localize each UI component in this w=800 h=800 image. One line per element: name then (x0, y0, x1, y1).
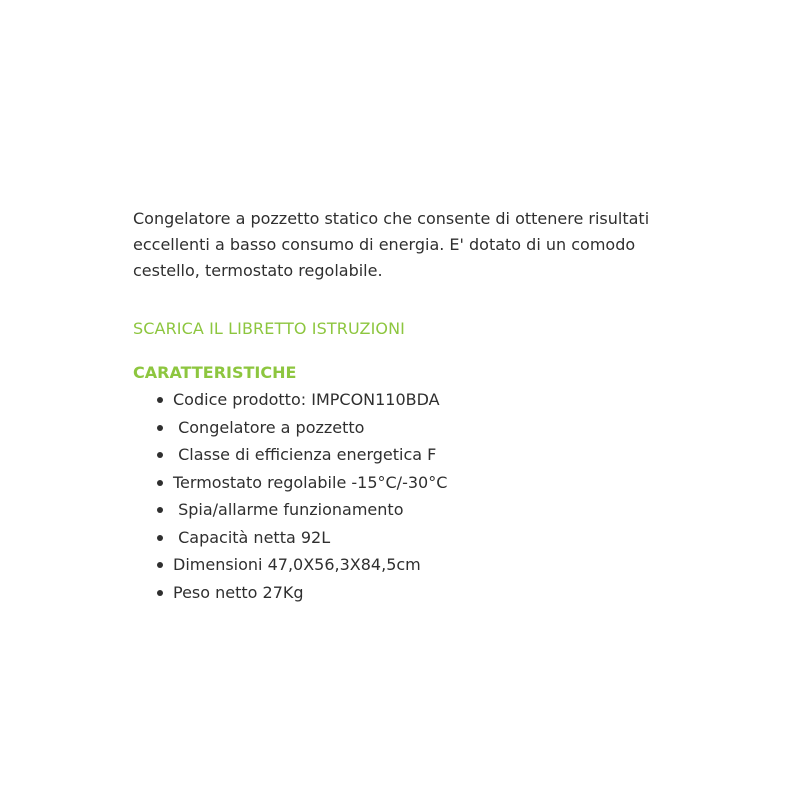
bullet-icon (157, 590, 163, 596)
list-item (157, 441, 693, 469)
feature-text: Classe di efficienza energetica F (173, 445, 437, 464)
feature-text: Termostato regolabile -15°C/-30°C (173, 472, 448, 492)
feature-text: Capacità netta 92L (173, 527, 331, 547)
bullet-icon (157, 535, 163, 541)
feature-text: Dimensioni 47,0X56,3X84,5cm (173, 555, 421, 574)
feature-text: Peso netto 27Kg (173, 582, 304, 602)
product-description: Congelatore a pozzetto statico che consente di ottenere risultati eccellenti a basso consumo di energia. E' dotato di un comodo cestello, termostato regolabile. (133, 209, 650, 280)
list-item (157, 414, 693, 442)
list-item (157, 551, 693, 579)
bullet-icon (157, 562, 163, 568)
bullet-icon (157, 397, 163, 403)
list-item (157, 469, 693, 497)
feature-text: Spia/allarme funzionamento (173, 500, 404, 519)
content-block (133, 206, 693, 606)
bullet-icon (157, 507, 163, 513)
list-item (157, 524, 693, 552)
bullet-icon (157, 425, 163, 431)
list-item (157, 579, 693, 607)
list-item (157, 496, 693, 524)
feature-text: Congelatore a pozzetto (173, 417, 365, 437)
download-manual-link[interactable]: SCARICA IL LIBRETTO ISTRUZIONI (133, 319, 405, 338)
features-title: CARATTERISTICHE (133, 363, 297, 382)
list-item (157, 386, 693, 414)
bullet-icon (157, 480, 163, 486)
features-list (133, 386, 693, 606)
feature-text: Codice prodotto: IMPCON110BDA (173, 390, 440, 409)
bullet-icon (157, 452, 163, 458)
